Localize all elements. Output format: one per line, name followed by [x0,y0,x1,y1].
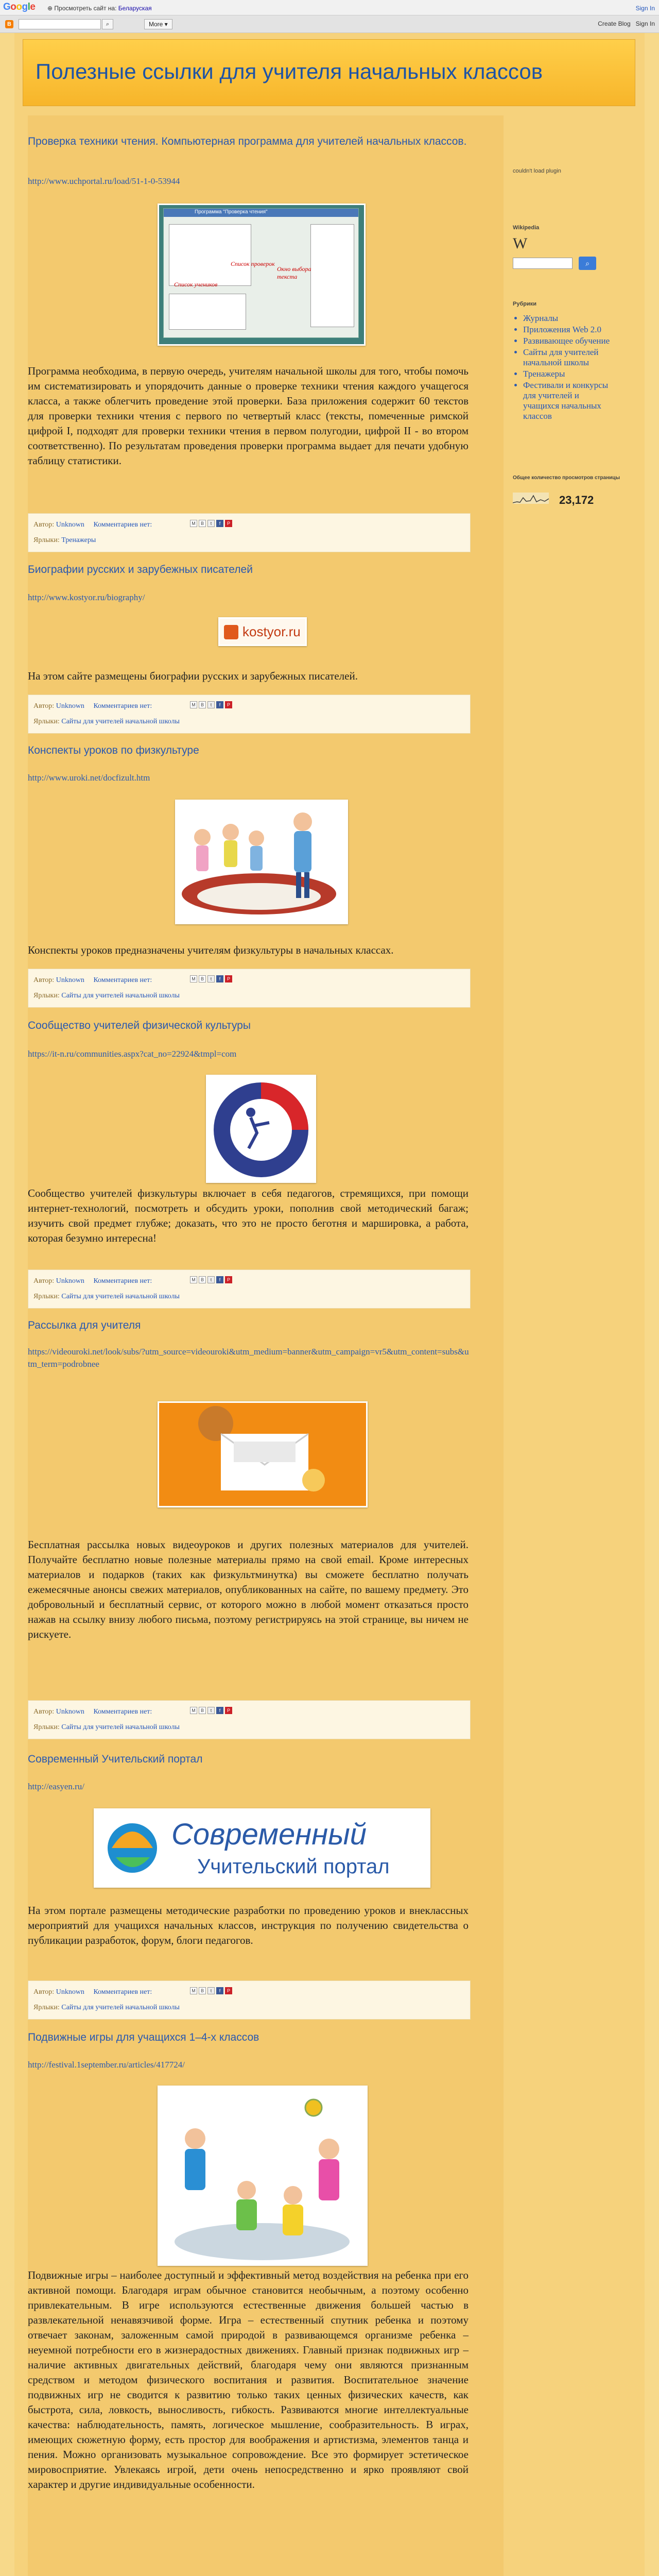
pageviews-count: 23,172 [559,494,594,506]
translate-link[interactable]: Беларуская [118,5,152,12]
post-body: На этом портале размещены методические разработки по проведению уроков и внеклассных мероприятий для учащихся начальных классов, инструкция по получению свидетельства о публикации разработок, форум, блоги педагогов. [28,1904,469,1946]
translate-bar [0,0,659,15]
navbar-search-input[interactable] [19,19,101,29]
portal-logo-line2: Учительский портал [197,1855,390,1878]
pinterest-icon[interactable]: P [225,1276,232,1283]
reading-program-screenshot[interactable] [158,204,366,346]
post-body: Бесплатная рассылка новых видеоуроков и других полезных материалов для учителей. Получайте бесплатно новые полезные материалы прямо на свой email. Кроме интересных материалов и подарков (таких как физкультминутка) вы сможете бесплатно получать ежемесячные анонсы свежих материалов, опубликованных на сайте, по вашему предмету. Это добровольный и бесплатный сервис, от которого можно в любой момент отказаться просто нажав на ссылку внизу любого письма, поэтому регистрируясь на этой странице, вы ничем не рискуете. [28,1538,469,1640]
email-icon[interactable]: M [190,520,197,527]
twitter-icon[interactable]: t [207,975,215,982]
wikipedia-search-icon[interactable]: ⌕ [579,257,596,270]
rubric-link[interactable]: Фестивали и конкурсы для учителей и учащихся начальных классов [523,380,609,421]
blogthis-icon[interactable]: B [199,1276,206,1283]
post-link[interactable]: http://www.uroki.net/docfizult.htm [28,773,150,783]
email-icon[interactable]: M [190,701,197,708]
label-link[interactable]: Сайты для учителей начальной школы [61,1723,180,1731]
post-title[interactable]: Подвижные игры для учащихся 1–4-х классов [28,2031,259,2043]
post-footer: Автор: Unknown Комментариев нет: M B t f P Ярлыки: Сайты для учителей начальной школы [28,1980,471,2020]
create-blog-link[interactable]: Create Blog [598,20,631,27]
share-buttons [190,1276,234,1284]
email-icon[interactable]: M [190,1987,197,1994]
author-link[interactable]: Unknown [56,702,84,710]
comments-link[interactable]: Комментариев нет: [93,1988,152,1996]
wikipedia-logo-icon: W [513,235,528,252]
google-logo: Google [3,2,36,12]
comments-link[interactable]: Комментариев нет: [93,1708,152,1716]
blogger-navbar [0,15,659,33]
comments-link[interactable]: Комментариев нет: [93,702,152,710]
post-footer: Автор: Unknown Комментариев нет: M B t f P Ярлыки: Сайты для учителей начальной школы [28,694,471,734]
wikipedia-widget-title: Wikipedia [513,225,540,231]
pinterest-icon[interactable]: P [225,1987,232,1994]
post-link[interactable]: https://videouroki.net/look/subs/?utm_source=videouroki&utm_medium=banner&utm_campaign=vr5&utm_content=subs&utm_term=podrobnee [28,1347,469,1369]
share-buttons [190,1987,234,1995]
wikipedia-search-input[interactable] [513,258,573,269]
blogthis-icon[interactable]: B [199,975,206,982]
kostyor-logo[interactable]: kostyor.ru [218,617,307,646]
post-link[interactable]: http://www.kostyor.ru/biography/ [28,592,145,602]
author-link[interactable]: Unknown [56,1277,84,1285]
post-footer: Автор: Unknown Комментариев нет: M B t f P Ярлыки: Тренажеры [28,513,471,552]
author-link[interactable]: Unknown [56,521,84,529]
students-list-label: Список учеников [174,281,218,288]
newsletter-banner[interactable] [158,1401,368,1507]
search-icon[interactable]: ⌕ [102,19,113,29]
author-link[interactable]: Unknown [56,976,84,984]
outdoor-games-illustration[interactable] [158,2086,368,2266]
post-footer: Автор: Unknown Комментариев нет: M B t f P Ярлыки: Сайты для учителей начальной школы [28,1269,471,1309]
rubrics-list [513,312,616,422]
translate-prompt: ⊕ Просмотреть сайт на: Беларуская [47,5,152,12]
post-footer: Автор: Unknown Комментариев нет: M B t f P Ярлыки: Сайты для учителей начальной школы [28,969,471,1008]
share-buttons [190,1706,234,1715]
rubric-link[interactable]: Тренажеры [523,369,565,379]
share-buttons [190,701,234,709]
facebook-icon[interactable]: f [216,1987,223,1994]
blogthis-icon[interactable]: B [199,1707,206,1714]
blog-header [23,39,635,106]
twitter-icon[interactable]: t [207,701,215,708]
facebook-icon[interactable]: f [216,975,223,982]
post-title[interactable]: Рассылка для учителя [28,1319,141,1331]
sign-in-link-top[interactable]: Sign In [635,5,655,12]
facebook-icon[interactable]: f [216,1276,223,1283]
rubric-link[interactable]: Сайты для учителей начальной школы [523,347,599,367]
rubric-link[interactable]: Журналы [523,313,559,323]
comments-link[interactable]: Комментариев нет: [93,1277,152,1285]
post-title[interactable]: Проверка техники чтения. Компьютерная программа для учителей начальных классов. [28,135,467,147]
pinterest-icon[interactable]: P [225,520,232,527]
plugin-placeholder: couldn't load plugin [513,168,561,174]
email-icon[interactable]: M [190,1707,197,1714]
label-link[interactable]: Сайты для учителей начальной школы [61,1293,180,1300]
pageviews-sparkline-icon [513,493,549,505]
more-button[interactable]: More ▾ [144,19,172,29]
facebook-icon[interactable]: f [216,701,223,708]
rubrics-title: Рубрики [513,301,536,307]
running-kids-illustration [177,801,346,923]
post-body: Сообщество учителей физкультуры включает в себя педагогов, стремящихся, при помощи интернет-технологий, посмотреть и обсудить уроки, пополнив свой методический багаж; изучить свой предмет глубже; доказать, что это не просто беготня и маршировка, а работа, которая безумно интересна! [28,1187,469,1244]
email-icon[interactable]: M [190,975,197,982]
post-link[interactable]: http://easyen.ru/ [28,1782,85,1791]
post-body: Конспекты уроков предназначены учителям физкультуры в начальных классах. [28,944,394,956]
pe-community-logo[interactable] [206,1075,316,1183]
label-link[interactable]: Сайты для учителей начальной школы [61,2004,180,2011]
navbar-right [598,20,655,27]
comments-link[interactable]: Комментариев нет: [93,521,152,529]
post-body: На этом сайте размещены биографии русских и зарубежных писателей. [28,670,358,682]
pageviews-title: Общее количество просмотров страницы [513,475,620,481]
author-link[interactable]: Unknown [56,1708,84,1716]
post-link[interactable]: http://www.uchportal.ru/load/51-1-0-53944 [28,176,180,186]
community-emblem-icon [207,1076,315,1181]
post-body: Программа необходима, в первую очередь, учителям начальной школы для того, чтобы помочь им систематизировать и упорядочить данные о проверке техники чтения каждого учащегося класса, а также облегчить проведение этой проверки. База приложения содержит 60 текстов для проверки техники чтения с первого по четвертый класс (тексты, помеченные римской цифрой I, подходят для проверки техники чтения в первом полугодии, цифрой II - во втором соответственно). По результатам проведения проверки программа выдает для печати удобную таблицу статистики. [28,365,469,467]
post-title[interactable]: Конспекты уроков по физкультуре [28,744,199,756]
twitter-icon[interactable]: t [207,1707,215,1714]
rubric-link[interactable]: Приложения Web 2.0 [523,325,601,334]
translate-icon: ⊕ [47,5,53,12]
twitter-icon[interactable]: t [207,520,215,527]
facebook-icon[interactable]: f [216,520,223,527]
mail-envelope-icon [159,1403,366,1506]
blogthis-icon[interactable]: B [199,1987,206,1994]
share-buttons [190,975,234,983]
author-link[interactable]: Unknown [56,1988,84,1996]
label-link[interactable]: Сайты для учителей начальной школы [61,992,180,999]
blog-title[interactable]: Полезные ссылки для учителя начальных классов [36,59,543,83]
post-link[interactable]: https://it-n.ru/communities.aspx?cat_no=22924&tmpl=com [28,1049,237,1059]
sign-in-link[interactable]: Sign In [635,20,655,27]
post-title[interactable]: Сообщество учителей физической культуры [28,1020,251,1031]
facebook-icon[interactable]: f [216,1707,223,1714]
share-buttons [190,519,234,528]
post-title[interactable]: Современный Учительский портал [28,1753,203,1765]
post-link[interactable]: http://festival.1september.ru/articles/417724/ [28,2060,185,2070]
label-link[interactable]: Тренажеры [61,536,96,544]
blogthis-icon[interactable]: B [199,520,206,527]
post-body: Подвижные игры – наиболее доступный и эффективный метод воздействия на ребенка при его активной помощи. Благодаря играм обычное становится необычным, а поэтому особенно привлекательным. В игре используются естественные движения большей частью в развлекательной ненавязчивой форме. Игра – естественный спутник ребенка и поэтому отвечает законам, заложенным самой природой в развивающемся организме ребенка – неуемной потребности его в жизнерадостных движениях. Главный признак подвижных игр – наличие активных двигательных действий, благодаря чему они являются признанным средством и методом физического воспитания и развития. Воспитательное значение подвижных игр не сводится к развитию только таких ценных физических качеств, как быстрота, сила, ловкость, выносливость, гибкость. Развиваются многие интеллектуальные качества: наблюдательность, память, логическое мышление, сообразительность. В играх, имеющих сюжетную форму, есть простор для воображения и артистизма, элементов танца и пения. Можно организовать музыкальное сопровождение. Все это формирует эстетическое мировосприятие. Увлекаясь игрой, дети очень непосредственно и ярко проявляют свой характер и другие индивидуальные особенности. [28,2269,469,2490]
email-icon[interactable]: M [190,1276,197,1283]
portal-emblem-icon [100,1810,162,1886]
pinterest-icon[interactable]: P [225,1707,232,1714]
pe-lesson-illustration[interactable] [175,800,348,924]
label-link[interactable]: Сайты для учителей начальной школы [61,718,180,725]
portal-logo-line1: Современный [171,1818,367,1851]
text-choice-label: Окно выбора текста [277,265,311,280]
blogger-logo-icon[interactable]: B [5,20,13,28]
playing-kids-icon [159,2087,366,2264]
blogthis-icon[interactable]: B [199,701,206,708]
post-title[interactable]: Биографии русских и зарубежных писателей [28,564,253,575]
pinterest-icon[interactable]: P [225,701,232,708]
twitter-icon[interactable]: t [207,1276,215,1283]
post-footer: Автор: Unknown Комментариев нет: M B t f P Ярлыки: Сайты для учителей начальной школы [28,1700,471,1739]
rubric-link[interactable]: Развивающее обучение [523,336,610,346]
checks-list-label: Список проверок [231,260,275,267]
program-window-title: Программа "Проверка чтения" [195,209,268,215]
pinterest-icon[interactable]: P [225,975,232,982]
modern-teacher-portal-logo[interactable] [94,1808,430,1888]
comments-link[interactable]: Комментариев нет: [93,976,152,984]
twitter-icon[interactable]: t [207,1987,215,1994]
